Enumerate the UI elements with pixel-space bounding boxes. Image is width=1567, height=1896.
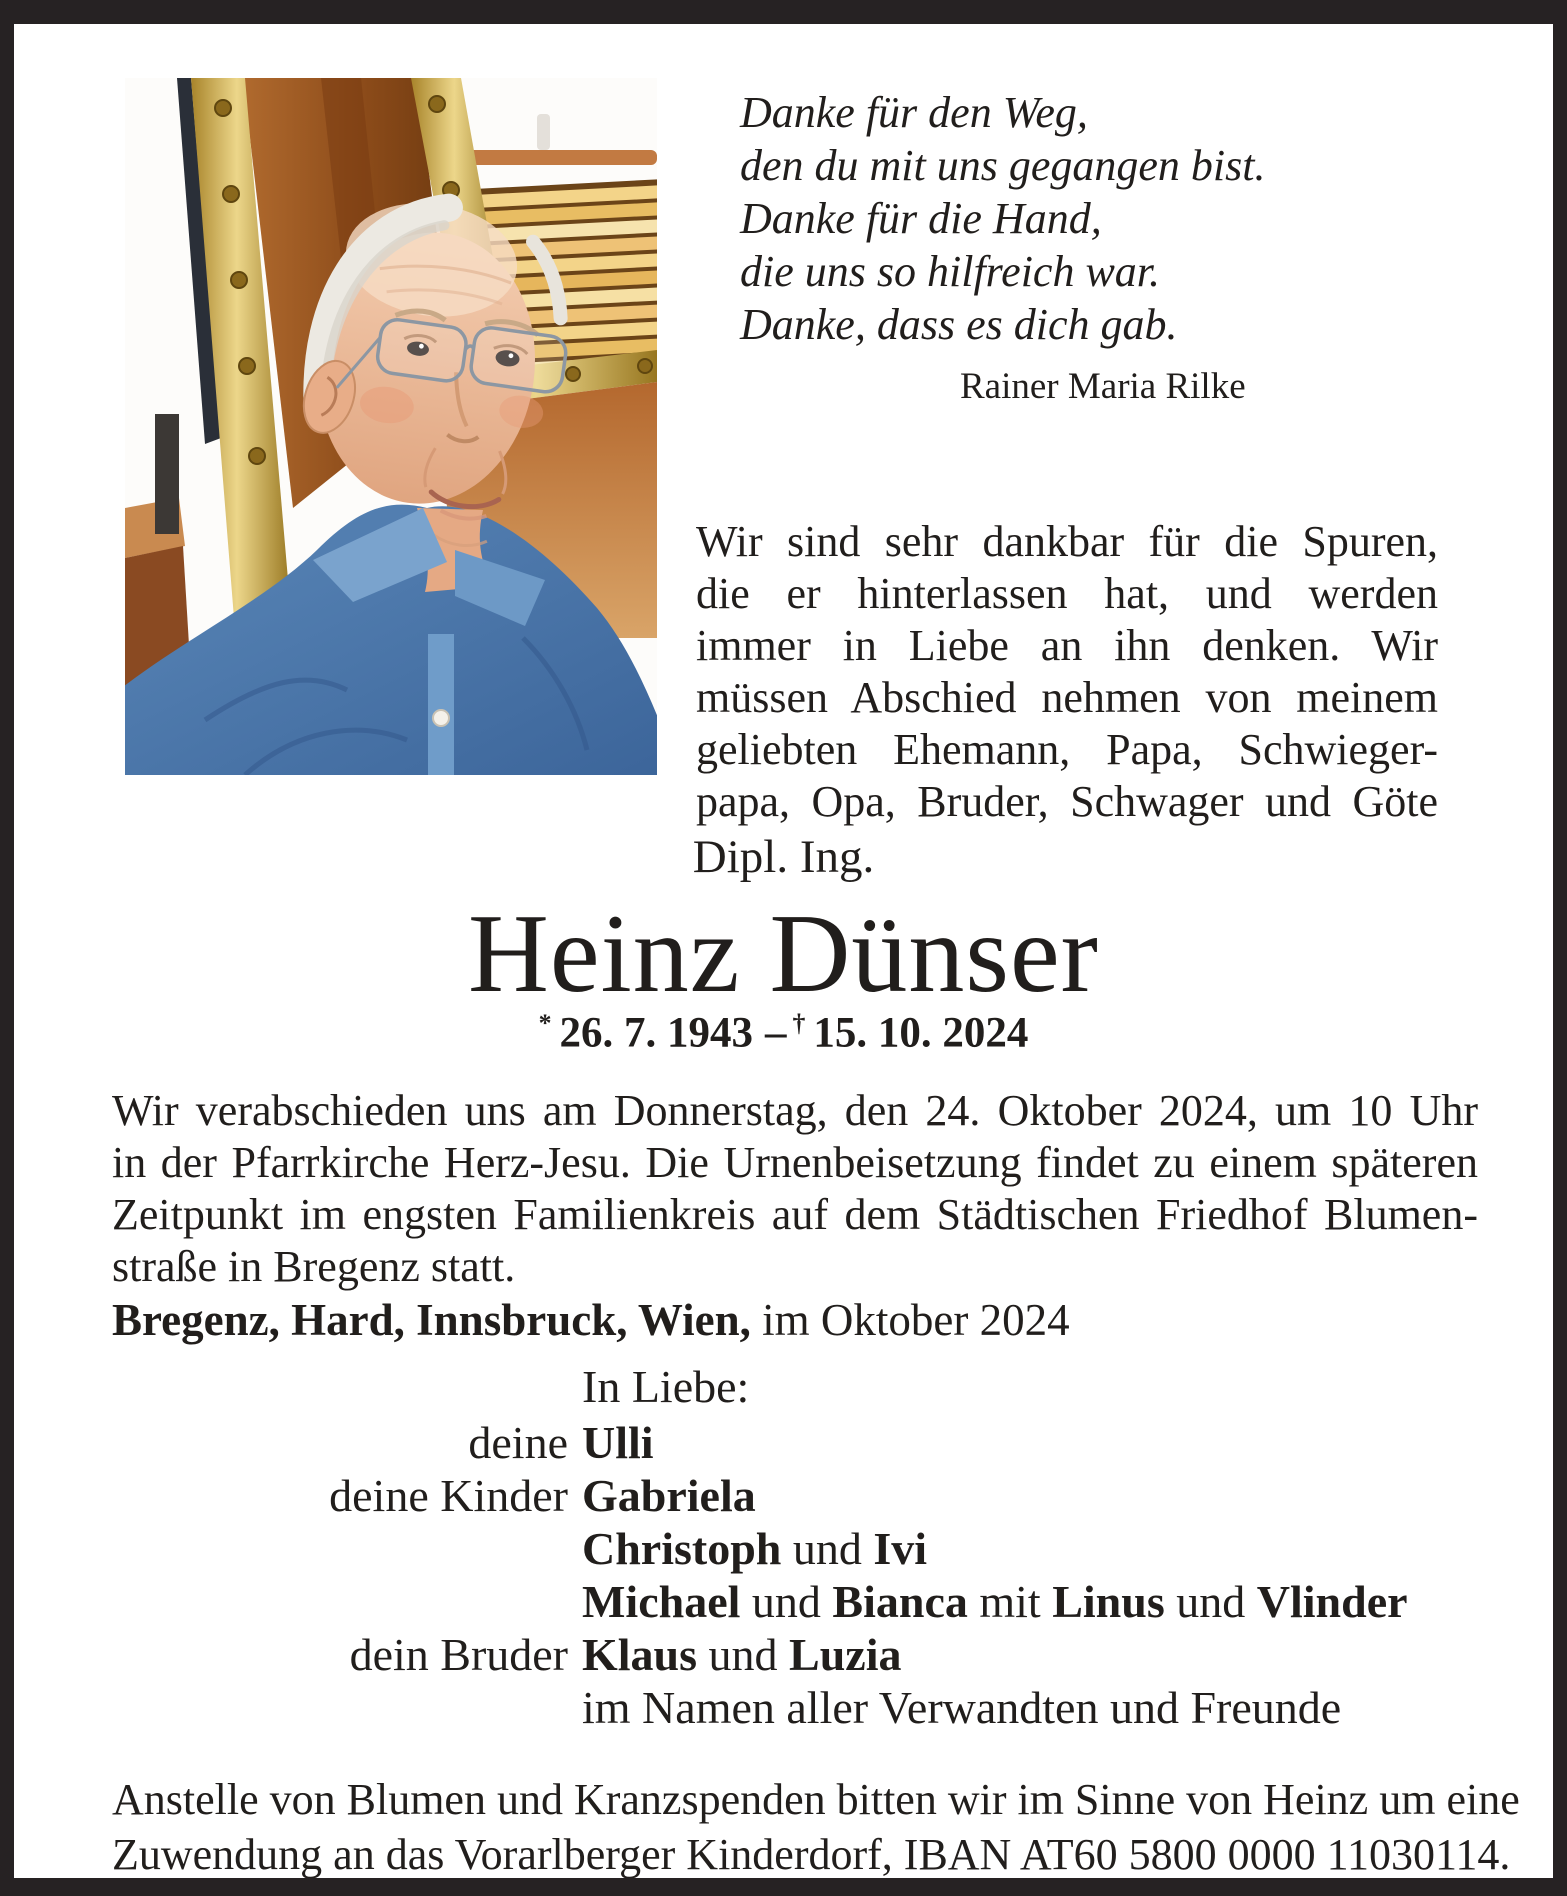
family-row-label: deine Kinder — [329, 1470, 568, 1521]
family-name: Ulli — [582, 1417, 654, 1468]
family-list — [112, 1416, 1482, 1734]
family-connector: und — [781, 1523, 874, 1574]
family-connector: und — [740, 1576, 833, 1627]
family-row-label — [112, 1575, 582, 1628]
family-name: Christoph — [582, 1523, 782, 1574]
obituary-card — [14, 24, 1553, 1878]
death-date: 15. 10. 2024 — [813, 1009, 1029, 1057]
portrait-photo — [125, 78, 657, 775]
family-name: Klaus — [582, 1629, 698, 1680]
dateline-cities: Bregenz, Hard, Innsbruck, Wien, — [112, 1295, 751, 1345]
donation-line: Zuwendung an das Vorarlberger Kinderdorf, IBAN AT60 5800 0000 11030114. — [112, 1830, 1511, 1878]
family-row-names — [582, 1522, 1482, 1575]
family-row — [112, 1469, 1482, 1522]
family-connector: und — [1164, 1576, 1257, 1627]
announcement-line: Zeitpunkt im engsten Familienkreis auf dem Städtischen Friedhof Blumen- — [112, 1190, 1478, 1239]
tribute-line: immer in Liebe an ihn denken. Wir — [696, 621, 1438, 670]
tribute-line: die er hinterlassen hat, und werden — [696, 569, 1438, 618]
family-row-names — [582, 1416, 1482, 1469]
birth-date: 26. 7. 1943 — [559, 1009, 753, 1057]
dates-separator: – — [765, 1009, 787, 1057]
family-row — [112, 1681, 1482, 1734]
family-connector: mit — [967, 1576, 1053, 1627]
portrait-illustration — [125, 78, 657, 775]
family-row-names — [582, 1628, 1482, 1681]
tribute-line: Wir sind sehr dankbar für die Spuren, — [696, 517, 1438, 566]
family-name: Luzia — [789, 1629, 902, 1680]
family-row — [112, 1522, 1482, 1575]
donation-note — [112, 1772, 1520, 1878]
family-row-names — [582, 1469, 1482, 1522]
family-row-names — [582, 1575, 1482, 1628]
tribute-line: müssen Abschied nehmen von meinem — [696, 673, 1438, 722]
family-row-label — [112, 1681, 582, 1734]
family-row-label: dein Bruder — [349, 1629, 568, 1680]
family-row — [112, 1575, 1482, 1628]
family-connector: im Namen aller Verwandten und Freunde — [582, 1682, 1342, 1733]
birth-symbol: * — [538, 1008, 552, 1037]
poem-attribution: Rainer Maria Rilke — [960, 366, 1246, 407]
tribute-paragraph — [696, 516, 1438, 828]
poem-line: die uns so hilfreich war. — [740, 247, 1161, 296]
life-dates — [14, 1008, 1553, 1057]
family-row-names — [582, 1681, 1482, 1734]
family-row — [112, 1628, 1482, 1681]
announcement-line: Wir verabschieden uns am Donnerstag, den 24. Oktober 2024, um 10 Uhr — [112, 1086, 1478, 1135]
poem-line: Danke für den Weg, — [740, 88, 1088, 137]
family-name: Michael — [582, 1576, 741, 1627]
poem-line: Danke, dass es dich gab. — [740, 300, 1178, 349]
announcement-line: straße in Bregenz statt. — [112, 1242, 516, 1291]
family-name: Ivi — [873, 1523, 928, 1574]
deceased-title: Dipl. Ing. — [692, 831, 875, 883]
closing-heading: In Liebe: — [582, 1361, 750, 1412]
family-name: Bianca — [832, 1576, 968, 1627]
family-name: Vlinder — [1256, 1576, 1408, 1627]
deceased-name: Heinz Dünser — [468, 892, 1099, 1016]
family-row — [112, 1416, 1482, 1469]
poem-line: Danke für die Hand, — [740, 194, 1102, 243]
dateline — [112, 1294, 1070, 1346]
funeral-announcement — [112, 1085, 1478, 1293]
dateline-date: im Oktober 2024 — [750, 1295, 1070, 1345]
tribute-line: papa, Opa, Bruder, Schwager und Göte — [696, 777, 1438, 826]
family-row-label — [112, 1522, 582, 1575]
family-name: Gabriela — [582, 1470, 756, 1521]
death-symbol: † — [792, 1008, 806, 1037]
announcement-line: in der Pfarrkirche Herz-Jesu. Die Urnenbeisetzung findet zu einem späteren — [112, 1138, 1478, 1187]
family-row-label: deine — [468, 1417, 568, 1468]
tribute-line: geliebten Ehemann, Papa, Schwieger- — [696, 725, 1438, 774]
donation-line: Anstelle von Blumen und Kranzspenden bitten wir im Sinne von Heinz um eine — [112, 1775, 1520, 1824]
family-connector: und — [697, 1629, 790, 1680]
poem-line: den du mit uns gegangen bist. — [740, 141, 1266, 190]
memorial-poem — [740, 86, 1440, 409]
family-name: Linus — [1052, 1576, 1165, 1627]
